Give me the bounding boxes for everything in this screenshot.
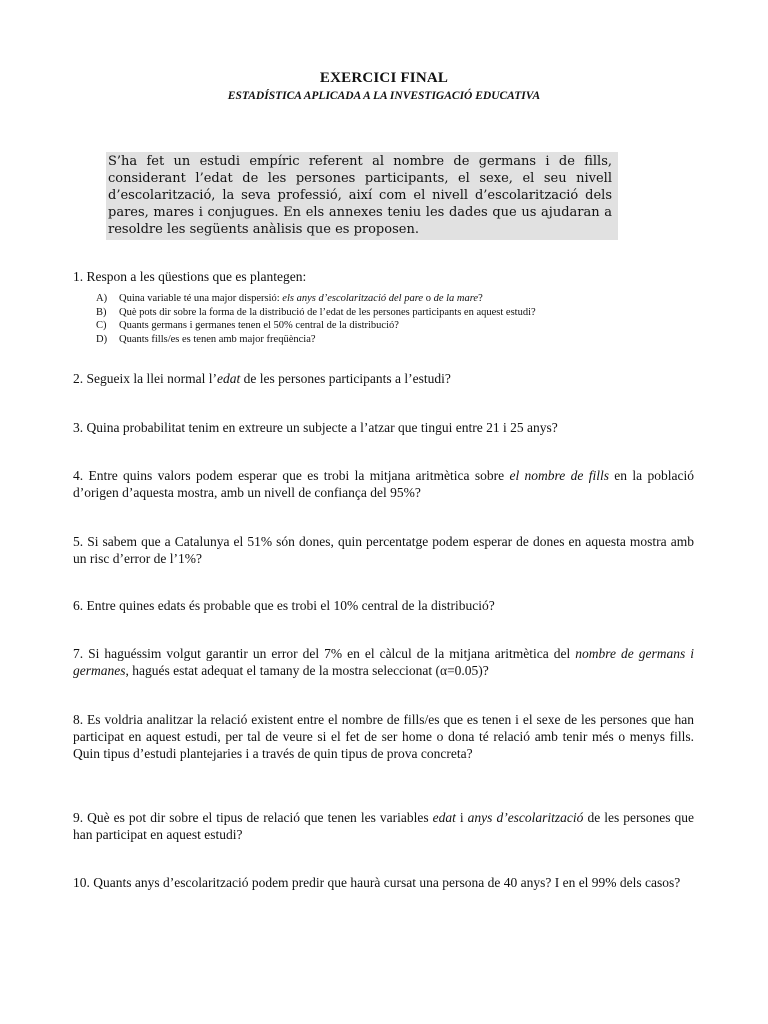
question-1-subitems xyxy=(96,292,656,346)
subquestion-a xyxy=(96,292,656,306)
question-9: 9. Què es pot dir sobre el tipus de relació que tenen les variables edat i anys d’escolarització de les persones que han participat en aquest estudi? xyxy=(73,810,695,842)
question-8: 8. Es voldria analitzar la relació existent entre el nombre de fills/es que es tenen i el sexe de les persones que han participat en aquest estudi, per tal de veure si el fet de ser home o dona té relació amb tenir més o menys fills. Quin tipus d’estudi plantejaries i a través de quin tipus de prova concreta? xyxy=(73,712,694,761)
subquestion-letter: A) xyxy=(96,293,108,304)
question-5: 5. Si sabem que a Catalunya el 51% són dones, quin percentatge podem esperar de dones en aquesta mostra amb un risc d’error de l’1%? xyxy=(73,534,694,566)
subquestion-text: Quina variable té una major dispersió: els anys d’escolarització del pare o de la mare? xyxy=(119,293,483,304)
subquestion-text: Què pots dir sobre la forma de la distribució de l’edat de les persones participants en aquest estudi? xyxy=(119,306,536,318)
document-title: EXERCICI FINAL xyxy=(319,70,449,86)
document-subtitle: ESTADÍSTICA APLICADA A LA INVESTIGACIÓ EDUCATIVA xyxy=(227,90,541,102)
question-1: 1. Respon a les qüestions que es plantegen: xyxy=(73,269,307,284)
question-10: 10. Quants anys d’escolarització podem predir que haurà cursat una persona de 40 anys? I en el 99% dels casos? xyxy=(73,875,681,890)
subquestion-letter: C) xyxy=(96,320,107,331)
intro-box: S’ha fet un estudi empíric referent al nombre de germans i de fills, considerant l’edat de les persones participants, el sexe, el seu nivell d’escolarització, la seva professió, així com el nivell d’escolarització dels pares, mares i conjugues. En els annexes teniu les dades que us ajudaran a resoldre les següents anàlisis que es proposen. xyxy=(106,152,618,240)
question-4: 4. Entre quins valors podem esperar que es trobi la mitjana aritmètica sobre el nombre de fills en la població d’origen d’aquesta mostra, amb un nivell de confiança del 95%? xyxy=(73,468,694,500)
subquestion-c xyxy=(96,319,656,333)
subquestion-letter: D) xyxy=(96,333,108,345)
question-2: 2. Segueix la llei normal l’edat de les persones participants a l’estudi? xyxy=(73,371,451,386)
question-6: 6. Entre quines edats és probable que es trobi el 10% central de la distribució? xyxy=(73,598,495,613)
question-7: 7. Si haguéssim volgut garantir un error del 7% en el càlcul de la mitjana aritmètica del nombre de germans i germanes, hagués estat adequat el tamany de la mostra seleccionat (α=0.05)? xyxy=(73,646,694,678)
subquestion-b xyxy=(96,306,656,320)
question-3: 3. Quina probabilitat tenim en extreure un subjecte a l’atzar que tingui entre 21 i 25 anys? xyxy=(73,420,558,435)
subquestion-text: Quants germans i germanes tenen el 50% central de la distribució? xyxy=(119,320,399,331)
subquestion-letter: B) xyxy=(96,306,107,318)
subquestion-text: Quants fills/es es tenen amb major freqüència? xyxy=(119,333,316,345)
subquestion-d xyxy=(96,333,656,347)
